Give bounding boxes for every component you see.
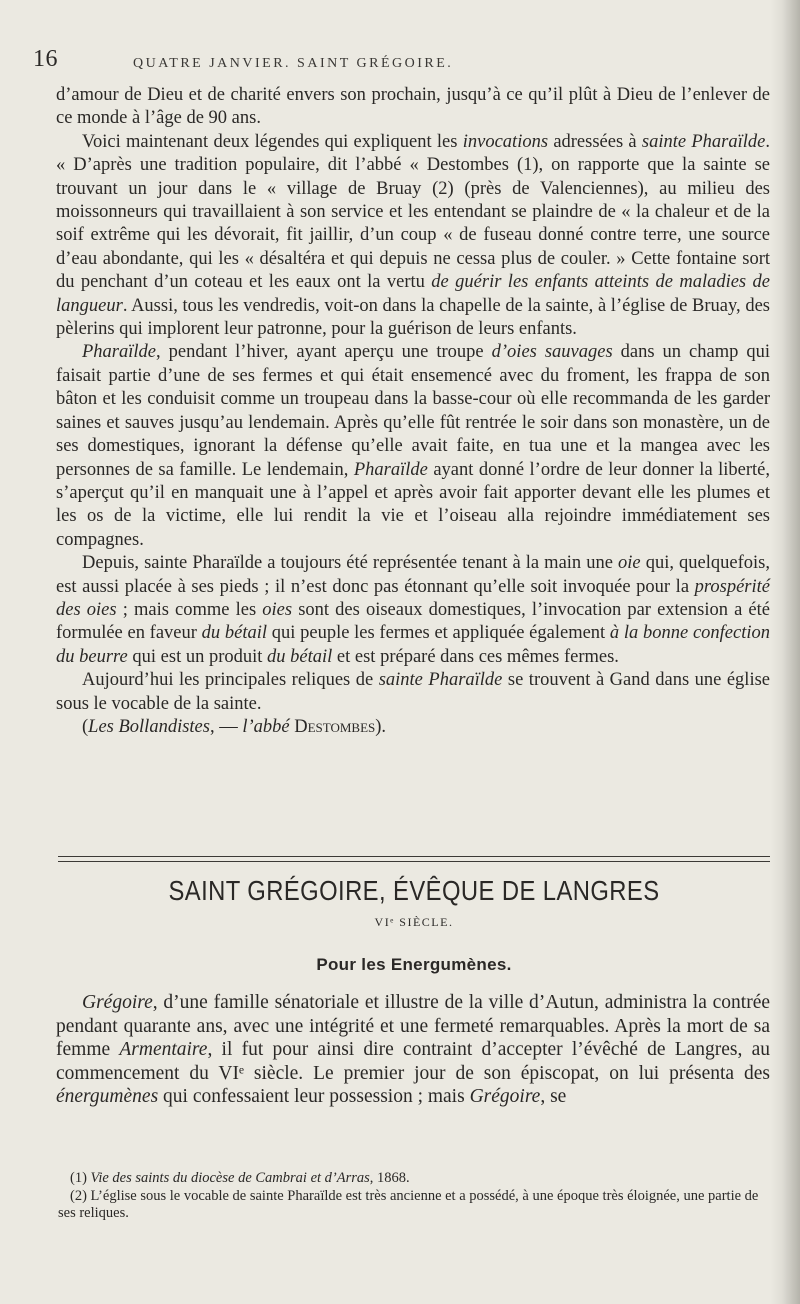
- text-span: , —: [209, 716, 243, 737]
- section-text: [56, 991, 770, 1109]
- text-span: Voici maintenant deux légendes qui expliquent les: [82, 131, 463, 152]
- text-span: se trouvent à Gand dans une église sous le vocable de la sainte.: [56, 670, 771, 714]
- text-span: et est préparé dans ces mêmes fermes.: [332, 646, 619, 667]
- text-span: . « D’après une tradition populaire, dit l’abbé « Destombes (1), on rapporte que la sainte se trouvant un jour dans le « village de Bruay (2) (près de Valenciennes), au milieu des moissonneurs qui travaillaient à son service et les entendant se plaindre de « la chaleur et de la soif extrême qui les dévorait, fit jaillir, d’un coup « de fuseau donné contre terre, une source d’eau abondante, qui les « désaltéra et qui depuis ne cessa plus de couler. » Cette fontaine sort du penchant d’un coteau et les eaux ont la vertu: [56, 131, 770, 293]
- small-caps-span: Destombes: [289, 716, 376, 737]
- text-span: (: [82, 716, 89, 737]
- text-span: qui confessaient leur possession ; mais: [158, 1086, 470, 1108]
- page-edge-shadow: [770, 0, 800, 1304]
- paragraph: [56, 991, 770, 1109]
- text-span: qui est un produit: [127, 646, 268, 667]
- text-span: sont des oiseaux domestiques, l’invocation par extension a été formulée en faveur: [56, 599, 770, 644]
- source-citation: [56, 716, 770, 739]
- italic-span: oie: [618, 553, 641, 574]
- italic-span: Grégoire: [82, 992, 153, 1013]
- text-line: d’amour de Dieu et de charité envers son prochain, jusqu’à ce qu’il plût: [56, 85, 598, 105]
- text-span: qui peuple les fermes et appliquée également: [267, 623, 610, 644]
- italic-span: Pharaïlde: [82, 342, 156, 363]
- text-span: , d’une famille sénatoriale et illustre de la ville d’Autun, administra la contrée pendant quarante ans, avec une intégrité et une fermeté remarquables. Après la mort de sa femme: [56, 992, 770, 1061]
- italic-span: de guérir les enfants atteints de maladies de langueur: [56, 272, 770, 316]
- text-span: ; mais comme les: [116, 599, 263, 620]
- italic-span: oies: [262, 599, 293, 620]
- paragraph: [56, 669, 770, 716]
- footnote-1: [58, 1170, 770, 1188]
- text-span: qui, quelquefois, est aussi placée à ses pieds ; il n’est donc pas étonnant qu’elle soit invoquée pour la: [56, 553, 770, 597]
- main-text: [56, 84, 770, 739]
- footnotes: [58, 1170, 770, 1223]
- italic-span: énergumènes: [56, 1086, 159, 1108]
- text-span: (1): [70, 1170, 91, 1186]
- paragraph: [56, 131, 770, 342]
- section-divider: [58, 856, 770, 862]
- text-span: adressées à: [548, 131, 642, 152]
- italic-span: Vie des saints du diocèse de Cambrai et d’Arras: [90, 1170, 370, 1186]
- text-span: , 1868.: [369, 1170, 410, 1186]
- italic-span: d’oies sauvages: [491, 342, 613, 363]
- text-span: Aujourd’hui les principales reliques de: [82, 670, 379, 691]
- italic-span: Pharaïlde: [353, 459, 428, 480]
- italic-span: prospérité des oies: [56, 576, 770, 620]
- section-title: SAINT GRÉGOIRE, ÉVÊQUE DE LANGRES: [168, 875, 660, 906]
- text-span: . Aussi, tous les vendredis, voit-on dans la chapelle de la sainte, à l’église de Bruay, des pèlerins qui implorent leur patronne, pour la guérison de leurs enfants.: [56, 295, 770, 340]
- text-span: Depuis, sainte Pharaïlde a toujours été représentée tenant à la main une: [82, 553, 619, 574]
- italic-span: Les Bollandistes: [88, 716, 210, 737]
- italic-span: à la bonne confection du beurre: [56, 623, 770, 667]
- paragraph: [56, 84, 770, 131]
- running-head: QUATRE JANVIER. SAINT GRÉGOIRE.: [133, 56, 454, 71]
- italic-span: du bétail: [201, 623, 268, 644]
- paragraph: [56, 552, 770, 669]
- italic-span: sainte Pharaïlde: [378, 670, 503, 691]
- italic-span: Armentaire: [119, 1039, 208, 1061]
- text-span: , il fut pour ainsi dire contraint d’accepter l’évêché de Langres, au commencement du VIᵉ siècle. Le premier jour de son épiscopat, on lui présenta des: [56, 1039, 770, 1084]
- section-subtitle: Pour les Energumènes.: [316, 955, 512, 974]
- text-span: dans un champ qui faisait partie d’une de ses fermes et qui était ensemencé avec du froment, les frappa de son bâton et les conduisit comme un troupeau dans la basse-cour où elle recommanda de les garder saines et sauves jusqu’au lendemain. Après qu’elle fût rentrée le soir dans son monastère, un de ses domestiques, ignorant la défense qu’elle avait faite, en tua une et la mangea avec les personnes de sa famille. Le lendemain,: [56, 342, 770, 480]
- page-header: [33, 46, 753, 80]
- text-span: , se: [540, 1086, 567, 1108]
- text-span: ayant donné l’ordre de leur donner la liberté, s’aperçut qu’il en manquait une à l’appel et après avoir fait apporter devant elle les plumes et les os de la victime, elle lui rendit la vie et l’oiseau alla rejoindre immédiatement ses compagnes.: [56, 459, 771, 550]
- page-number: 16: [33, 46, 58, 72]
- century-label: VIᵉ SIÈCLE.: [374, 915, 454, 929]
- italic-span: Grégoire: [469, 1086, 541, 1108]
- text-span: ).: [375, 716, 387, 737]
- italic-span: sainte Pharaïlde: [641, 131, 766, 152]
- text-line: à Dieu de l’enlever de ce monde à l’âge de 90 ans.: [56, 85, 770, 129]
- italic-span: invocations: [462, 131, 549, 152]
- paragraph: [56, 341, 770, 552]
- footnote-2: (2) L’église sous le vocable de sainte Pharaïlde est très ancienne et a possédé, à une époque très éloignée, une partie de ses reliques.: [58, 1187, 759, 1221]
- italic-span: du bétail: [267, 646, 333, 667]
- text-span: , pendant l’hiver, ayant aperçu une troupe: [156, 342, 492, 363]
- italic-span: l’abbé: [242, 716, 290, 737]
